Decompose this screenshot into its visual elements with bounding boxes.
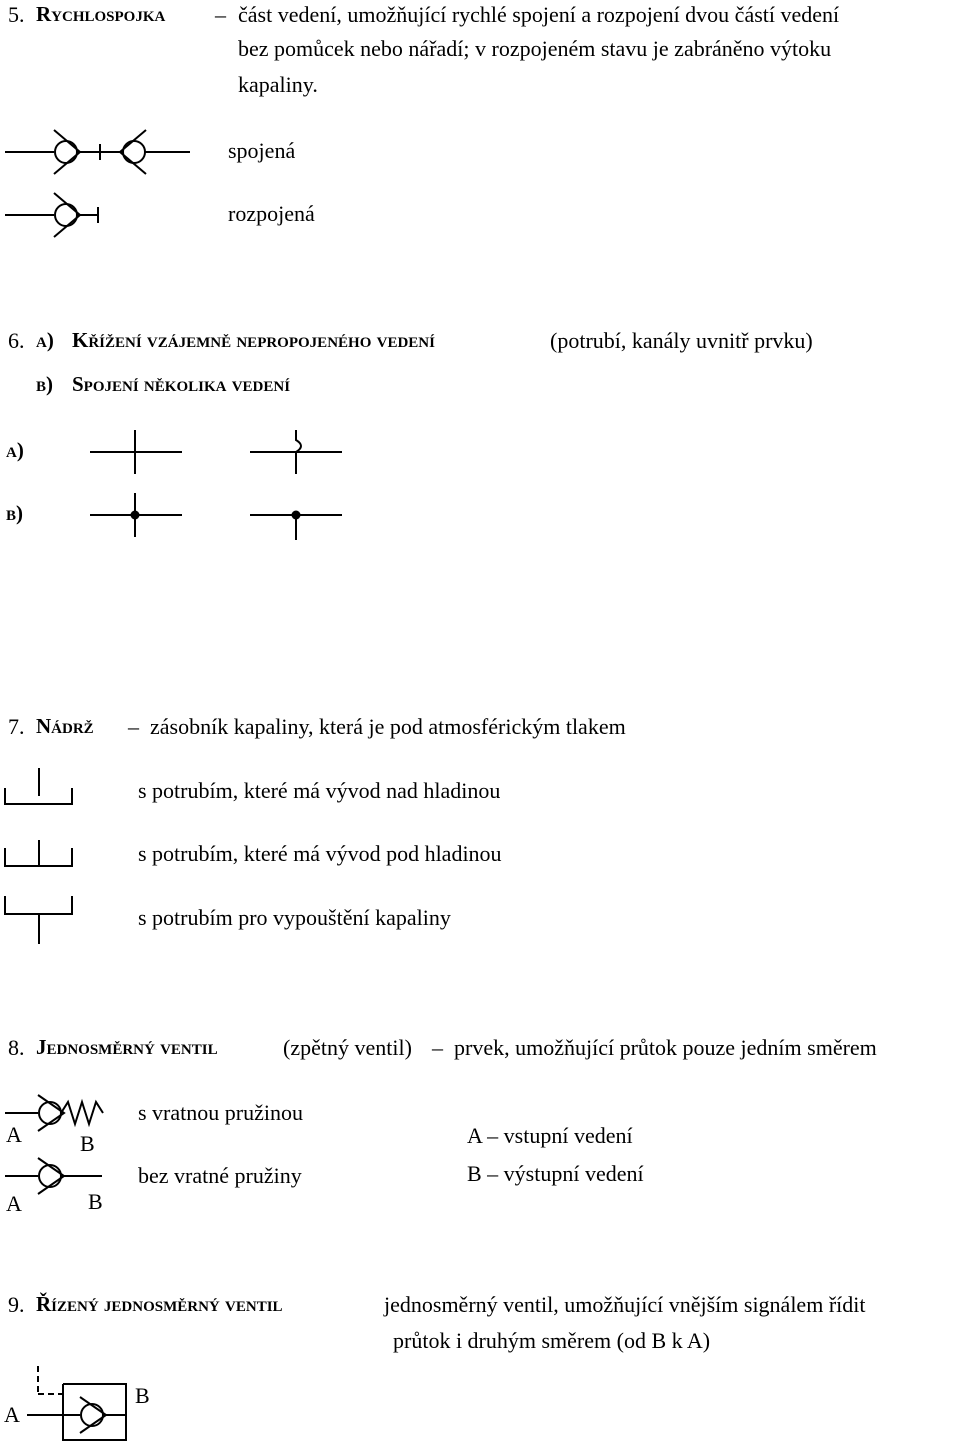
port-a-label: A: [4, 1402, 20, 1427]
port-b-label: B: [88, 1189, 103, 1214]
subsection-a-marker: a): [36, 328, 54, 352]
section-description: prvek, umožňující průtok pouze jedním směrem: [454, 1035, 877, 1060]
row-b-label: b): [6, 501, 23, 525]
section-title: Řízený jednosměrný ventil: [36, 1292, 283, 1316]
section-title: Nádrž: [36, 714, 94, 738]
section-number: 5.: [8, 2, 25, 27]
title-dash: –: [215, 2, 226, 27]
section-number: 9.: [8, 1292, 25, 1317]
section-number: 6.: [8, 328, 25, 353]
section-description-line2: průtok i druhým směrem (od B k A): [393, 1328, 711, 1353]
tank-item-1: s potrubím, které má vývod nad hladinou: [138, 778, 501, 803]
subsection-b-title: Spojení několika vedení: [72, 372, 291, 396]
section-description-line1: jednosměrný ventil, umožňující vnějším signálem řídit: [384, 1292, 866, 1317]
title-dash: –: [432, 1035, 443, 1060]
disconnected-label: rozpojená: [228, 201, 315, 226]
port-a-label: A: [6, 1122, 22, 1147]
subsection-b-marker: b): [36, 372, 53, 396]
subsection-a-note: (potrubí, kanály uvnitř prvku): [550, 328, 813, 353]
port-a-label: A: [6, 1191, 22, 1216]
with-spring-label: s vratnou pružinou: [138, 1100, 303, 1125]
port-b-label: B: [80, 1131, 95, 1156]
subsection-a-title: Křížení vzájemně nepropojeného vedení: [72, 328, 435, 352]
section-description-line3: kapaliny.: [238, 72, 318, 97]
section-description-line1: část vedení, umožňující rychlé spojení a rozpojení dvou částí vedení: [238, 2, 840, 27]
section-title: Jednosměrný ventil: [36, 1035, 218, 1059]
section-description: zásobník kapaliny, která je pod atmosférickým tlakem: [150, 714, 626, 739]
row-a-label: a): [6, 438, 24, 462]
legend-input-line: A – vstupní vedení: [467, 1123, 633, 1148]
tank-item-3: s potrubím pro vypouštění kapaliny: [138, 905, 451, 930]
section-title: Rychlospojka: [36, 2, 166, 26]
section-number: 7.: [8, 714, 25, 739]
port-b-label: B: [135, 1383, 150, 1408]
tank-item-2: s potrubím, které má vývod pod hladinou: [138, 841, 502, 866]
without-spring-label: bez vratné pružiny: [138, 1163, 302, 1188]
section-description-line2: bez pomůcek nebo nářadí; v rozpojeném stavu je zabráněno výtoku: [238, 36, 832, 61]
section-number: 8.: [8, 1035, 25, 1060]
section-note: (zpětný ventil): [283, 1035, 412, 1060]
title-dash: –: [128, 714, 139, 739]
legend-output-line: B – výstupní vedení: [467, 1161, 644, 1186]
connected-label: spojená: [228, 138, 296, 163]
